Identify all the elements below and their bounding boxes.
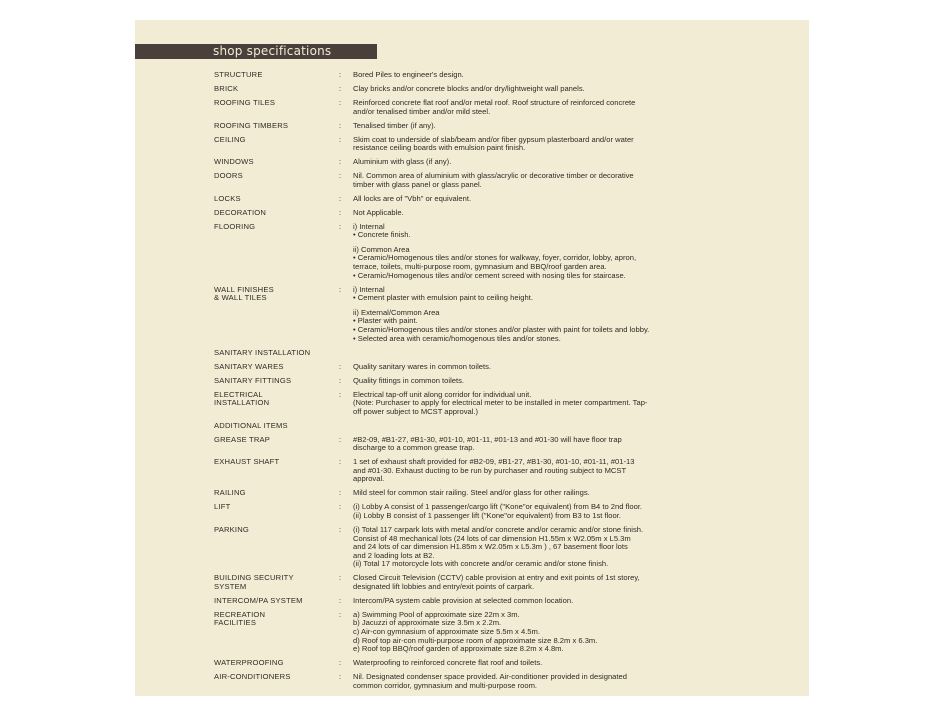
spec-row (214, 597, 786, 606)
spec-colon: : (339, 361, 342, 371)
spec-label: EXHAUST SHAFT (214, 457, 280, 467)
spec-colon: : (339, 595, 342, 605)
section-heading-label: SANITARY INSTALLATION (214, 347, 311, 357)
spec-row (214, 209, 786, 218)
spec-value: i) Internal • Concrete finish. ii) Common Area • Ceramic/Homogenous tiles and/or stones for walkway, foyer, corridor, lobby, apron, terrace, toilets, multi-purpose room, gymnasium and BBQ/roof garden area. • Ceramic/Homogenous tiles and/or cement screed with nosing tiles for staircase. (353, 221, 637, 280)
spec-label: BRICK (214, 83, 239, 93)
spec-label: AIR-CONDITIONERS (214, 672, 291, 682)
spec-label: DOORS (214, 171, 243, 181)
spec-label: ELECTRICAL INSTALLATION (214, 389, 270, 408)
page-title: shop specifications (135, 44, 377, 59)
spec-colon: : (339, 83, 342, 93)
spec-colon: : (339, 134, 342, 144)
spec-label: RECREATION FACILITIES (214, 609, 266, 628)
spec-row (214, 286, 786, 344)
spec-value: Quality fittings in common toilets. (353, 375, 464, 385)
spec-colon: : (339, 221, 342, 231)
spec-row (214, 99, 786, 116)
spec-value: Bored Piles to engineer's design. (353, 70, 464, 79)
spec-row (214, 673, 786, 690)
spec-colon: : (339, 207, 342, 217)
spec-label: BUILDING SECURITY SYSTEM (214, 573, 294, 591)
spec-value: Tenalised timber (if any). (353, 120, 436, 130)
spec-label: INTERCOM/PA SYSTEM (214, 595, 303, 605)
spec-label: ROOFING TIMBERS (214, 120, 289, 130)
section-heading (214, 349, 786, 358)
spec-row (214, 526, 786, 569)
spec-value: Nil. Common area of aluminium with glass/acrylic or decorative timber or decorative timber with glass panel or glass panel. (353, 171, 634, 189)
spec-label: WINDOWS (214, 157, 254, 167)
spec-colon: : (339, 609, 342, 619)
spec-row (214, 136, 786, 153)
spec-label: LOCKS (214, 193, 241, 203)
spec-row (214, 71, 786, 80)
spec-row (214, 377, 786, 386)
spec-value: 1 set of exhaust shaft provided for #B2-09, #B1-27, #B1-30, #01-10, #01-11, #01-13 and #01-30. Exhaust ducting to be run by purchaser and routing subject to MCST approval. (353, 457, 635, 484)
spec-label: DECORATION (214, 207, 267, 217)
spec-value: (i) Total 117 carpark lots with metal and/or concrete and/or ceramic and/or stone finish. Consist of 48 mechanical lots (24 lots of car dimension H1.55m x W2.05m x L5.3m and 24 lots of car dimension H1.85m x W2.05m x L5.3m ) , 67 basement floor lots and 2 loading lots at B2. (ii) Total 17 motorcycle lots with concrete and/or ceramic and/or stone finish. (353, 524, 644, 569)
spec-value: Waterproofing to reinforced concrete flat roof and toilets. (353, 658, 543, 668)
spec-value: Reinforced concrete flat roof and/or metal roof. Roof structure of reinforced concrete and/or tenalised timber and/or mild steel. (353, 97, 636, 116)
spec-label: LIFT (214, 502, 231, 512)
spec-label: WATERPROOFING (214, 658, 284, 668)
spec-row (214, 659, 786, 668)
spec-row (214, 85, 786, 94)
spec-colon: : (339, 171, 342, 181)
spec-colon: : (339, 573, 342, 583)
section-heading-label: ADDITIONAL ITEMS (214, 420, 288, 430)
spec-label: ROOFING TILES (214, 97, 276, 107)
spec-row (214, 611, 786, 654)
spec-label: FLOORING (214, 221, 256, 231)
spec-label: RAILING (214, 488, 246, 498)
spec-value: Aluminium with glass (if any). (353, 157, 452, 167)
spec-row (214, 503, 786, 520)
spec-value: Closed Circuit Television (CCTV) cable provision at entry and exit points of 1st storey, designated lift lobbies and entry/exit points of carpark. (353, 573, 640, 591)
spec-colon: : (339, 120, 342, 130)
spec-row (214, 458, 786, 484)
section-heading (214, 422, 786, 431)
spec-row (214, 195, 786, 204)
spec-colon: : (339, 193, 342, 203)
spec-label: STRUCTURE (214, 70, 263, 79)
spec-row (214, 122, 786, 131)
spec-colon: : (339, 375, 342, 385)
spec-sheet (135, 20, 809, 696)
spec-value: Mild steel for common stair railing. Steel and/or glass for other railings. (353, 488, 590, 498)
spec-label: PARKING (214, 524, 250, 534)
spec-value: Clay bricks and/or concrete blocks and/or dry/lightweight wall panels. (353, 83, 585, 93)
spec-value: (i) Lobby A consist of 1 passenger/cargo lift ("Kone"or equivalent) from B4 to 2nd floor. (ii) Lobby B consist of 1 passenger lift ("Kone"or equivalent) from B3 to 1st floor. (353, 502, 643, 520)
spec-label: CEILING (214, 134, 246, 144)
spec-value: Quality sanitary wares in common toilets. (353, 361, 492, 371)
spec-row (214, 436, 786, 453)
spec-value: Skim coat to underside of slab/beam and/or fiber gypsum plasterboard and/or water resistance ceiling boards with emulsion paint finish. (353, 134, 634, 153)
spec-row (214, 489, 786, 498)
spec-row (214, 223, 786, 281)
spec-colon: : (339, 524, 342, 534)
spec-value: #B2-09, #B1-27, #B1-30, #01-10, #01-11, #01-13 and #01-30 will have floor trap discharge to a common grease trap. (353, 434, 622, 453)
spec-colon: : (339, 502, 342, 512)
spec-colon: : (339, 70, 342, 79)
spec-label: SANITARY FITTINGS (214, 375, 292, 385)
spec-value: Not Applicable. (353, 207, 404, 217)
spec-row (214, 363, 786, 372)
spec-value: All locks are of "Vbh" or equivalent. (353, 193, 472, 203)
spec-label: GREASE TRAP (214, 434, 271, 444)
spec-colon: : (339, 488, 342, 498)
spec-value: a) Swimming Pool of approximate size 22m x 3m. b) Jacuzzi of approximate size 3.5m x 2.2m. c) Air-con gymnasium of approximate size 5.5m x 4.5m. d) Roof top air-con multi-purpose room of approximate size 8.2m x 6.3m. e) Roof top BBQ/roof garden of approximate size 8.2m x 4.8m. (353, 609, 598, 654)
spec-row (214, 574, 786, 591)
spec-value: Intercom/PA system cable provision at selected common location. (353, 595, 574, 605)
spec-colon: : (339, 457, 342, 467)
spec-label: WALL FINISHES & WALL TILES (214, 284, 274, 303)
spec-colon: : (339, 97, 342, 107)
spec-colon: : (339, 434, 342, 444)
spec-row (214, 158, 786, 167)
spec-value: Nil. Designated condenser space provided. Air-conditioner provided in designated common corridor, gymnasium and multi-purpose room. (353, 672, 627, 690)
spec-colon: : (339, 658, 342, 668)
spec-colon: : (339, 284, 342, 294)
spec-row (214, 391, 786, 417)
spec-colon: : (339, 672, 342, 682)
spec-row (214, 172, 786, 189)
spec-label: SANITARY WARES (214, 361, 284, 371)
spec-value: i) Internal • Cement plaster with emulsion paint to ceiling height. ii) External/Common Area • Plaster with paint. • Ceramic/Homogenous tiles and/or stones and/or plaster with paint for toilets and lobby. • Selected area with ceramic/homogenous tiles and/or stones. (353, 284, 650, 343)
spec-value: Electrical tap-off unit along corridor for individual unit. (Note: Purchaser to apply for electrical meter to be installed in meter compartment. Tap- off power subject to MCST approval.) (353, 389, 648, 416)
spec-colon: : (339, 157, 342, 167)
spec-colon: : (339, 389, 342, 399)
spec-list (214, 71, 786, 696)
